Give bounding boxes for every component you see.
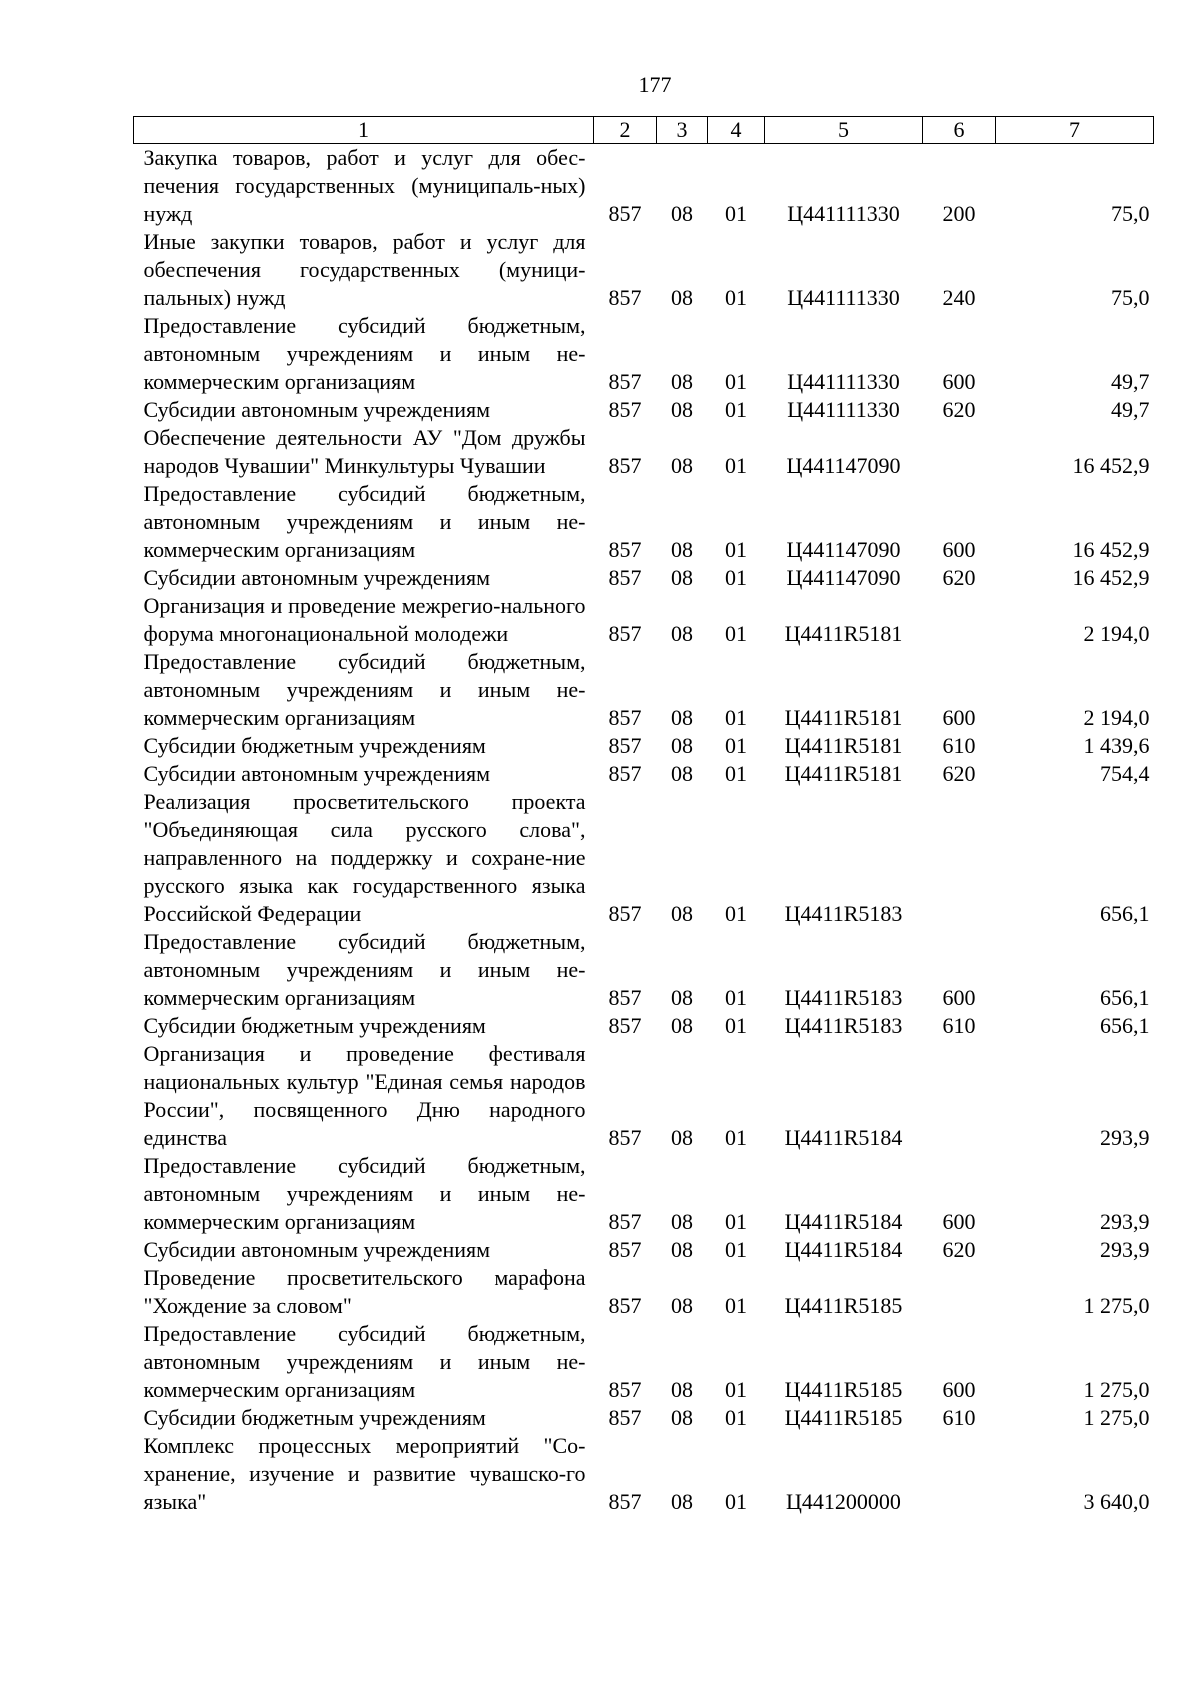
row-expense-kind: 610 [942, 1405, 976, 1430]
row-subsection-code: 01 [725, 705, 747, 730]
row-target-article: Ц4411R5181 [784, 733, 903, 758]
row-section-code: 08 [671, 453, 693, 478]
row-section-code: 08 [671, 705, 693, 730]
table-row [134, 1320, 1154, 1404]
row-expense-kind: 200 [942, 201, 976, 226]
row-expense-kind: 600 [942, 705, 976, 730]
row-subsection-code: 01 [725, 397, 747, 422]
row-expense-kind: 240 [942, 285, 976, 310]
table-row [134, 396, 1154, 424]
row-section-code: 08 [671, 761, 693, 786]
header-col-5: 5 [765, 117, 923, 144]
row-name: Иные закупки товаров, работ и услуг для обеспечения государственных (муници-пальных) нужд [143, 229, 586, 310]
row-ministry-code: 857 [608, 1293, 642, 1318]
row-subsection-code: 01 [725, 761, 747, 786]
row-section-code: 08 [671, 1209, 693, 1234]
row-subsection-code: 01 [725, 285, 747, 310]
row-expense-kind: 600 [942, 537, 976, 562]
row-target-article: Ц4411R5185 [784, 1377, 903, 1402]
row-subsection-code: 01 [725, 733, 747, 758]
table-row [134, 228, 1154, 312]
row-subsection-code: 01 [725, 901, 747, 926]
table-body [134, 144, 1154, 1517]
row-subsection-code: 01 [725, 1489, 747, 1514]
row-section-code: 08 [671, 1237, 693, 1262]
row-name: Проведение просветительского марафона "Хождение за словом" [143, 1265, 586, 1318]
row-name: Предоставление субсидий бюджетным, автономным учреждениям и иным не-коммерческим организациям [143, 313, 586, 394]
row-amount: 16 452,9 [1072, 537, 1150, 562]
row-name: Субсидии бюджетным учреждениям [143, 733, 486, 758]
row-name: Обеспечение деятельности АУ "Дом дружбы народов Чувашии" Минкультуры Чувашии [143, 425, 586, 478]
row-subsection-code: 01 [725, 1125, 747, 1150]
row-name: Предоставление субсидий бюджетным, автономным учреждениям и иным не-коммерческим организациям [143, 1321, 586, 1402]
row-ministry-code: 857 [608, 565, 642, 590]
row-name: Реализация просветительского проекта "Объединяющая сила русского слова", направленного на поддержку и сохране-ние русского языка как государственного языка Российской Федерации [143, 789, 586, 926]
row-amount: 1 439,6 [1083, 733, 1150, 758]
row-expense-kind [923, 1040, 996, 1152]
row-target-article: Ц441147090 [786, 537, 901, 562]
row-amount: 16 452,9 [1072, 565, 1150, 590]
row-section-code: 08 [671, 565, 693, 590]
table-row [134, 1404, 1154, 1432]
row-name: Субсидии автономным учреждениям [143, 565, 491, 590]
row-name: Субсидии автономным учреждениям [143, 1237, 491, 1262]
row-subsection-code: 01 [725, 537, 747, 562]
row-ministry-code: 857 [608, 901, 642, 926]
row-ministry-code: 857 [608, 1013, 642, 1038]
row-target-article: Ц441111330 [787, 201, 900, 226]
row-name: Субсидии автономным учреждениям [143, 397, 491, 422]
row-ministry-code: 857 [608, 1209, 642, 1234]
row-expense-kind: 600 [942, 1377, 976, 1402]
row-amount: 49,7 [1111, 397, 1150, 422]
row-amount: 75,0 [1111, 201, 1150, 226]
row-subsection-code: 01 [725, 1237, 747, 1262]
row-subsection-code: 01 [725, 621, 747, 646]
row-amount: 656,1 [1100, 1013, 1150, 1038]
row-subsection-code: 01 [725, 985, 747, 1010]
row-section-code: 08 [671, 1013, 693, 1038]
row-name: Субсидии автономным учреждениям [143, 761, 491, 786]
row-expense-kind: 620 [942, 1237, 976, 1262]
row-amount: 3 640,0 [1083, 1489, 1150, 1514]
row-section-code: 08 [671, 901, 693, 926]
row-target-article: Ц4411R5183 [784, 901, 903, 926]
table-row [134, 928, 1154, 1012]
table-row [134, 1264, 1154, 1320]
row-target-article: Ц4411R5184 [784, 1237, 903, 1262]
row-amount: 1 275,0 [1083, 1405, 1150, 1430]
row-ministry-code: 857 [608, 453, 642, 478]
row-expense-kind: 620 [942, 565, 976, 590]
table-header [134, 117, 1154, 144]
row-ministry-code: 857 [608, 1125, 642, 1150]
row-section-code: 08 [671, 285, 693, 310]
row-expense-kind: 600 [942, 985, 976, 1010]
row-target-article: Ц441111330 [787, 285, 900, 310]
table-row [134, 480, 1154, 564]
row-section-code: 08 [671, 369, 693, 394]
header-col-2: 2 [594, 117, 657, 144]
row-amount: 293,9 [1100, 1209, 1150, 1234]
row-name: Субсидии бюджетным учреждениям [143, 1013, 486, 1038]
row-target-article: Ц441147090 [786, 565, 901, 590]
row-ministry-code: 857 [608, 761, 642, 786]
row-ministry-code: 857 [608, 537, 642, 562]
row-ministry-code: 857 [608, 285, 642, 310]
row-section-code: 08 [671, 537, 693, 562]
row-target-article: Ц4411R5183 [784, 985, 903, 1010]
header-col-4: 4 [708, 117, 765, 144]
row-section-code: 08 [671, 1293, 693, 1318]
table-row [134, 564, 1154, 592]
table-row [134, 760, 1154, 788]
row-amount: 16 452,9 [1072, 453, 1150, 478]
row-target-article: Ц441111330 [787, 397, 900, 422]
row-subsection-code: 01 [725, 201, 747, 226]
table-row [134, 592, 1154, 648]
row-section-code: 08 [671, 1125, 693, 1150]
row-amount: 656,1 [1100, 901, 1150, 926]
table-row [134, 788, 1154, 928]
row-subsection-code: 01 [725, 1209, 747, 1234]
row-subsection-code: 01 [725, 453, 747, 478]
row-expense-kind: 620 [942, 761, 976, 786]
table-row [134, 424, 1154, 480]
row-ministry-code: 857 [608, 397, 642, 422]
row-target-article: Ц4411R5184 [784, 1209, 903, 1234]
budget-table [133, 116, 1154, 1516]
row-amount: 1 275,0 [1083, 1293, 1150, 1318]
row-name: Субсидии бюджетным учреждениям [143, 1405, 486, 1430]
row-expense-kind [923, 592, 996, 648]
table-row [134, 1040, 1154, 1152]
row-name: Организация и проведение межрегио-нального форума многонациональной молодежи [143, 593, 586, 646]
row-target-article: Ц441111330 [787, 369, 900, 394]
row-name: Комплекс процессных мероприятий "Со-хранение, изучение и развитие чувашско-го языка" [143, 1433, 586, 1514]
row-name: Предоставление субсидий бюджетным, автономным учреждениям и иным не-коммерческим организациям [143, 481, 586, 562]
row-target-article: Ц4411R5181 [784, 705, 903, 730]
row-name: Закупка товаров, работ и услуг для обес-печения государственных (муниципаль-ных) нужд [143, 145, 586, 226]
row-ministry-code: 857 [608, 1237, 642, 1262]
row-expense-kind: 600 [942, 1209, 976, 1234]
row-ministry-code: 857 [608, 705, 642, 730]
row-amount: 656,1 [1100, 985, 1150, 1010]
row-expense-kind [923, 788, 996, 928]
row-amount: 2 194,0 [1083, 705, 1150, 730]
row-expense-kind [923, 1432, 996, 1516]
row-expense-kind: 610 [942, 733, 976, 758]
row-target-article: Ц4411R5181 [784, 761, 903, 786]
row-ministry-code: 857 [608, 621, 642, 646]
row-target-article: Ц4411R5185 [784, 1293, 903, 1318]
row-subsection-code: 01 [725, 1405, 747, 1430]
row-ministry-code: 857 [608, 1405, 642, 1430]
row-expense-kind: 610 [942, 1013, 976, 1038]
table-row [134, 1236, 1154, 1264]
row-name: Организация и проведение фестиваля национальных культур "Единая семья народов России", посвященного Дню народного единства [143, 1041, 586, 1150]
table-row [134, 312, 1154, 396]
header-col-7: 7 [996, 117, 1154, 144]
header-col-1: 1 [134, 117, 594, 144]
table-row [134, 732, 1154, 760]
table-row [134, 1152, 1154, 1236]
row-name: Предоставление субсидий бюджетным, автономным учреждениям и иным не-коммерческим организациям [143, 929, 586, 1010]
row-name: Предоставление субсидий бюджетным, автономным учреждениям и иным не-коммерческим организациям [143, 649, 586, 730]
row-subsection-code: 01 [725, 1293, 747, 1318]
row-section-code: 08 [671, 985, 693, 1010]
table-row [134, 1432, 1154, 1516]
table-row [134, 1012, 1154, 1040]
row-amount: 1 275,0 [1083, 1377, 1150, 1402]
row-amount: 293,9 [1100, 1125, 1150, 1150]
row-amount: 75,0 [1111, 285, 1150, 310]
row-section-code: 08 [671, 397, 693, 422]
row-expense-kind [923, 1264, 996, 1320]
row-expense-kind: 600 [942, 369, 976, 394]
row-section-code: 08 [671, 1489, 693, 1514]
row-target-article: Ц4411R5183 [784, 1013, 903, 1038]
row-name: Предоставление субсидий бюджетным, автономным учреждениям и иным не-коммерческим организациям [143, 1153, 586, 1234]
row-target-article: Ц441147090 [786, 453, 901, 478]
row-amount: 293,9 [1100, 1237, 1150, 1262]
row-section-code: 08 [671, 1377, 693, 1402]
row-subsection-code: 01 [725, 369, 747, 394]
row-ministry-code: 857 [608, 985, 642, 1010]
row-target-article: Ц4411R5184 [784, 1125, 903, 1150]
row-section-code: 08 [671, 621, 693, 646]
row-expense-kind: 620 [942, 397, 976, 422]
table-row [134, 144, 1154, 229]
header-col-3: 3 [657, 117, 708, 144]
row-target-article: Ц4411R5181 [784, 621, 903, 646]
row-section-code: 08 [671, 733, 693, 758]
row-subsection-code: 01 [725, 1377, 747, 1402]
row-subsection-code: 01 [725, 565, 747, 590]
row-target-article: Ц441200000 [786, 1489, 901, 1514]
row-amount: 754,4 [1100, 761, 1150, 786]
row-ministry-code: 857 [608, 369, 642, 394]
row-expense-kind [923, 424, 996, 480]
row-ministry-code: 857 [608, 733, 642, 758]
row-subsection-code: 01 [725, 1013, 747, 1038]
row-section-code: 08 [671, 201, 693, 226]
row-ministry-code: 857 [608, 201, 642, 226]
header-col-6: 6 [923, 117, 996, 144]
row-ministry-code: 857 [608, 1377, 642, 1402]
row-section-code: 08 [671, 1405, 693, 1430]
row-amount: 2 194,0 [1083, 621, 1150, 646]
row-amount: 49,7 [1111, 369, 1150, 394]
page-number: 177 [638, 72, 672, 97]
row-ministry-code: 857 [608, 1489, 642, 1514]
row-target-article: Ц4411R5185 [784, 1405, 903, 1430]
table-row [134, 648, 1154, 732]
